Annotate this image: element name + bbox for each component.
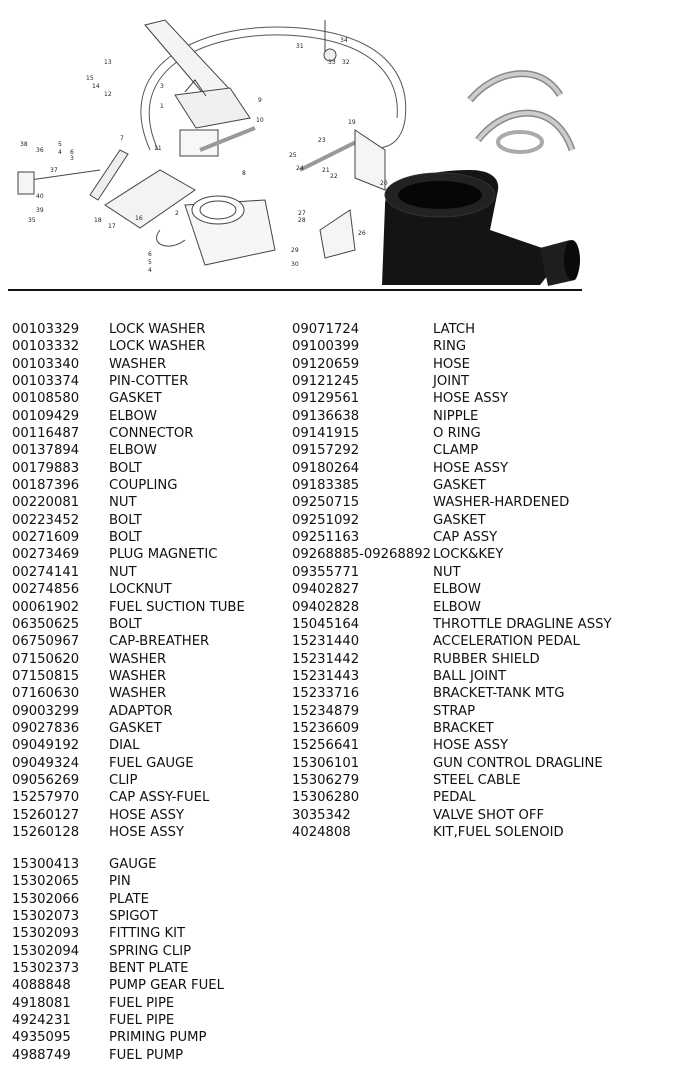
part-row	[292, 807, 692, 824]
part-row	[12, 925, 292, 942]
callout: 3	[70, 155, 74, 162]
part-row	[292, 581, 692, 598]
part-description: ELBOW	[109, 443, 157, 459]
callout: 16	[135, 215, 143, 222]
part-number: 00103332	[12, 339, 80, 355]
part-description: ADAPTOR	[109, 703, 173, 719]
part-description: VALVE SHOT OFF	[433, 807, 545, 823]
part-row	[12, 408, 292, 425]
part-number: 06750967	[12, 634, 80, 650]
part-number: 07150815	[12, 668, 80, 684]
part-description: GAUGE	[109, 857, 157, 872]
part-number: 00220081	[12, 495, 80, 511]
part-row	[292, 338, 692, 355]
part-number: 09251163	[292, 530, 360, 546]
part-number: 09136638	[292, 408, 360, 424]
part-number: 00116487	[12, 426, 80, 442]
callout: 24	[296, 165, 304, 172]
part-description: BALL JOINT	[433, 668, 507, 684]
part-row	[12, 977, 292, 994]
part-number: 09121245	[292, 374, 360, 390]
part-row	[292, 824, 692, 841]
part-description: PUMP GEAR FUEL	[109, 978, 224, 994]
part-description: BOLT	[109, 512, 142, 528]
part-number: 09071724	[292, 322, 360, 337]
part-description: LOCK WASHER	[109, 322, 206, 337]
part-description: GUN CONTROL DRAGLINE	[433, 755, 603, 771]
part-description: BRACKET	[433, 720, 494, 736]
part-row	[12, 321, 292, 338]
fuel-tank-photo	[382, 170, 580, 286]
part-row	[12, 943, 292, 960]
part-row	[12, 1012, 292, 1029]
part-number: 15302373	[12, 961, 80, 977]
part-description: NUT	[109, 495, 137, 511]
part-description: HOSE ASSY	[109, 807, 185, 823]
part-number: 00103374	[12, 374, 80, 390]
part-row	[12, 873, 292, 890]
callout: 28	[298, 217, 306, 224]
callout: 4	[148, 267, 152, 274]
part-number: 15302094	[12, 943, 80, 959]
part-row	[292, 408, 692, 425]
tank-strap-photo	[470, 74, 572, 152]
divider-rule	[8, 289, 582, 291]
part-number: 15231443	[292, 668, 360, 684]
part-row	[12, 338, 292, 355]
part-description: BOLT	[109, 530, 142, 546]
part-row	[12, 546, 292, 563]
callout: 39	[36, 207, 44, 214]
part-description: LOCKNUT	[109, 582, 172, 598]
part-description: WASHER	[109, 668, 167, 684]
part-description: FUEL PIPE	[109, 995, 175, 1011]
part-row	[292, 564, 692, 581]
part-description: CONNECTOR	[109, 426, 194, 442]
callout: 17	[108, 223, 116, 230]
part-number: 4024808	[292, 824, 351, 840]
part-number: 09141915	[292, 426, 360, 442]
part-row	[292, 651, 692, 668]
part-number: 09268885-09268892	[292, 547, 432, 563]
callout: 5	[58, 141, 62, 148]
part-description: NUT	[109, 564, 137, 580]
part-row	[292, 755, 692, 772]
part-description: CAP ASSY	[433, 530, 498, 546]
part-description: LOCK WASHER	[109, 339, 206, 355]
part-description: SPIGOT	[109, 909, 158, 925]
part-number: 15045164	[292, 616, 360, 632]
part-row	[292, 460, 692, 477]
callout: 21	[322, 167, 330, 174]
callout: 3	[160, 83, 164, 90]
part-number: 15256641	[292, 738, 360, 754]
part-number: 00273469	[12, 547, 80, 563]
part-description: GASKET	[109, 720, 162, 736]
part-row	[12, 995, 292, 1012]
bracket-drawing	[300, 20, 385, 258]
callout: 29	[291, 247, 299, 254]
part-row	[292, 616, 692, 633]
callout: 9	[258, 97, 262, 104]
callout: 26	[358, 230, 366, 237]
part-description: GASKET	[109, 391, 162, 407]
part-description: FUEL PIPE	[109, 1013, 175, 1029]
part-number: 15236609	[292, 720, 360, 736]
part-row	[292, 685, 692, 702]
part-number: 00179883	[12, 460, 80, 476]
callout: 30	[291, 261, 299, 268]
part-number: 00271609	[12, 530, 80, 546]
part-row	[12, 772, 292, 789]
part-description: THROTTLE DRAGLINE ASSY	[433, 616, 612, 632]
callout: 33	[328, 59, 336, 66]
part-row	[292, 703, 692, 720]
part-description: KIT,FUEL SOLENOID	[433, 824, 564, 840]
fuel-tank-drawing	[157, 196, 275, 265]
callout: 6	[70, 149, 74, 156]
part-row	[292, 321, 692, 338]
callout: 20	[380, 180, 388, 187]
part-row	[12, 442, 292, 459]
part-row	[12, 891, 292, 908]
part-row	[12, 1047, 292, 1064]
callout: 1	[160, 103, 164, 110]
part-description: GASKET	[433, 512, 486, 528]
part-description: FUEL GAUGE	[109, 755, 194, 771]
part-number: 15300413	[12, 857, 80, 872]
part-number: 00223452	[12, 512, 80, 528]
part-row	[12, 529, 292, 546]
callout: 2	[175, 210, 179, 217]
part-row	[12, 564, 292, 581]
part-description: ELBOW	[109, 408, 157, 424]
part-row	[292, 494, 692, 511]
part-row	[12, 789, 292, 806]
part-number: 09003299	[12, 703, 80, 719]
part-description: STEEL CABLE	[433, 772, 521, 788]
part-number: 09355771	[292, 564, 360, 580]
part-row	[292, 668, 692, 685]
part-row	[292, 390, 692, 407]
callout: 32	[342, 59, 350, 66]
part-description: CLAMP	[433, 443, 479, 459]
parts-list-left	[12, 321, 292, 841]
part-description: WASHER	[109, 356, 167, 372]
part-description: GASKET	[433, 478, 486, 494]
callout: 6	[148, 251, 152, 258]
part-description: HOSE	[433, 356, 470, 372]
part-description: RUBBER SHIELD	[433, 651, 540, 667]
part-number: 15306280	[292, 790, 360, 806]
part-number: 09180264	[292, 460, 360, 476]
part-row	[292, 737, 692, 754]
part-description: FUEL SUCTION TUBE	[109, 599, 245, 615]
part-description: ACCELERATION PEDAL	[433, 634, 580, 650]
part-row	[12, 856, 292, 873]
part-number: 09402827	[292, 582, 360, 598]
callout: 15	[86, 75, 94, 82]
part-number: 15302065	[12, 874, 80, 890]
part-description: BRACKET-TANK MTG	[433, 686, 565, 702]
part-row	[292, 512, 692, 529]
part-description: ELBOW	[433, 582, 481, 598]
part-description: HOSE ASSY	[109, 824, 185, 840]
part-row	[12, 494, 292, 511]
part-row	[292, 477, 692, 494]
part-row	[12, 373, 292, 390]
part-row	[12, 720, 292, 737]
part-number: 15260127	[12, 807, 80, 823]
callout: 25	[289, 152, 297, 159]
part-row	[292, 373, 692, 390]
part-number: 09027836	[12, 720, 80, 736]
part-number: 15306279	[292, 772, 360, 788]
part-description: WASHER	[109, 686, 167, 702]
part-description: NUT	[433, 564, 461, 580]
part-number: 09049324	[12, 755, 80, 771]
part-row	[12, 633, 292, 650]
part-row	[12, 755, 292, 772]
part-description: PLATE	[109, 891, 149, 907]
part-row	[12, 599, 292, 616]
part-number: 00108580	[12, 391, 80, 407]
part-description: WASHER-HARDENED	[433, 495, 570, 511]
part-description: PIN	[109, 874, 131, 890]
parts-list-bottom	[12, 856, 292, 1064]
callout: 5	[148, 259, 152, 266]
part-number: 00274856	[12, 582, 80, 598]
part-number: 15231442	[292, 651, 360, 667]
part-number: 09157292	[292, 443, 360, 459]
part-row	[12, 703, 292, 720]
part-description: BENT PLATE	[109, 961, 189, 977]
callout: 14	[92, 83, 100, 90]
part-description: PRIMING PUMP	[109, 1030, 207, 1046]
part-row	[12, 737, 292, 754]
part-row	[12, 460, 292, 477]
part-number: 09251092	[292, 512, 360, 528]
part-row	[292, 356, 692, 373]
part-row	[12, 356, 292, 373]
part-description: SPRING CLIP	[109, 943, 192, 959]
callout: 31	[296, 43, 304, 50]
part-description: O RING	[433, 426, 481, 442]
part-number: 07150620	[12, 651, 80, 667]
callout: 7	[120, 135, 124, 142]
part-description: LATCH	[433, 322, 476, 337]
part-description: WASHER	[109, 651, 167, 667]
part-number: 15231440	[292, 634, 360, 650]
callout: 13	[104, 59, 112, 66]
part-number: 06350625	[12, 616, 80, 632]
part-description: RING	[433, 339, 467, 355]
part-description: PLUG MAGNETIC	[109, 547, 218, 563]
part-number: 09056269	[12, 772, 80, 788]
part-row	[12, 425, 292, 442]
parts-list-right	[292, 321, 692, 841]
part-row	[12, 960, 292, 977]
part-description: BOLT	[109, 616, 142, 632]
part-number: 09250715	[292, 495, 360, 511]
part-row	[12, 908, 292, 925]
part-row	[12, 668, 292, 685]
part-number: 09049192	[12, 738, 80, 754]
callout: 40	[36, 193, 44, 200]
part-number: 00103329	[12, 322, 80, 337]
part-number: 09402828	[292, 599, 360, 615]
part-row	[12, 824, 292, 841]
part-number: 15233716	[292, 686, 360, 702]
part-number: 4088848	[12, 978, 71, 994]
part-number: 15302093	[12, 926, 80, 942]
parts-diagram	[0, 0, 700, 295]
part-row	[292, 425, 692, 442]
part-description: PEDAL	[433, 790, 476, 806]
part-number: 00103340	[12, 356, 80, 372]
part-number: 09129561	[292, 391, 360, 407]
part-row	[12, 1029, 292, 1046]
callout: 19	[348, 119, 356, 126]
part-description: CLIP	[109, 772, 138, 788]
callout: 22	[330, 173, 338, 180]
callout: 4	[58, 149, 62, 156]
part-number: 15234879	[292, 703, 360, 719]
callout: 11	[154, 145, 162, 152]
part-description: NIPPLE	[433, 408, 479, 424]
part-row	[292, 789, 692, 806]
part-row	[292, 633, 692, 650]
part-row	[292, 529, 692, 546]
part-description: LOCK&KEY	[433, 547, 504, 563]
part-row	[12, 685, 292, 702]
callout: 36	[36, 147, 44, 154]
part-description: COUPLING	[109, 478, 178, 494]
part-description: CAP ASSY-FUEL	[109, 790, 210, 806]
part-number: 15257970	[12, 790, 80, 806]
part-description: ELBOW	[433, 599, 481, 615]
part-number: 00109429	[12, 408, 80, 424]
part-number: 09120659	[292, 356, 360, 372]
part-description: DIAL	[109, 738, 140, 754]
part-description: JOINT	[433, 374, 470, 390]
part-description: HOSE ASSY	[433, 460, 509, 476]
part-number: 09100399	[292, 339, 360, 355]
part-description: HOSE ASSY	[433, 738, 509, 754]
part-number: 00137894	[12, 443, 80, 459]
part-number: 07160630	[12, 686, 80, 702]
part-row	[12, 616, 292, 633]
part-number: 15302073	[12, 909, 80, 925]
callout: 37	[50, 167, 58, 174]
part-description: BOLT	[109, 460, 142, 476]
callout: 18	[94, 217, 102, 224]
part-description: HOSE ASSY	[433, 391, 509, 407]
part-row	[12, 651, 292, 668]
callout: 23	[318, 137, 326, 144]
part-number: 3035342	[292, 807, 351, 823]
part-row	[12, 512, 292, 529]
part-row	[292, 720, 692, 737]
part-number: 15260128	[12, 824, 80, 840]
part-number: 09183385	[292, 478, 360, 494]
part-row	[292, 442, 692, 459]
callout: 34	[340, 37, 348, 44]
part-row	[12, 581, 292, 598]
part-number: 4988749	[12, 1047, 71, 1063]
callout: 8	[242, 170, 246, 177]
part-number: 4924231	[12, 1013, 71, 1029]
part-row	[12, 390, 292, 407]
callout: 35	[28, 217, 36, 224]
part-description: PIN-COTTER	[109, 374, 189, 390]
callout: 12	[104, 91, 112, 98]
part-number: 4918081	[12, 995, 71, 1011]
part-description: STRAP	[433, 703, 476, 719]
part-number: 00187396	[12, 478, 80, 494]
part-row	[292, 772, 692, 789]
part-number: 4935095	[12, 1030, 71, 1046]
callout: 38	[20, 141, 28, 148]
part-description: CAP-BREATHER	[109, 634, 210, 650]
part-description: FITTING KIT	[109, 926, 186, 942]
part-number: 00061902	[12, 599, 80, 615]
part-number: 00274141	[12, 564, 80, 580]
callout: 27	[298, 210, 306, 217]
part-number: 15302066	[12, 891, 80, 907]
part-number: 15306101	[292, 755, 360, 771]
part-description: FUEL PUMP	[109, 1047, 184, 1063]
callout: 10	[256, 117, 264, 124]
part-row	[12, 477, 292, 494]
part-row	[12, 807, 292, 824]
part-row	[292, 546, 692, 563]
part-row	[292, 599, 692, 616]
